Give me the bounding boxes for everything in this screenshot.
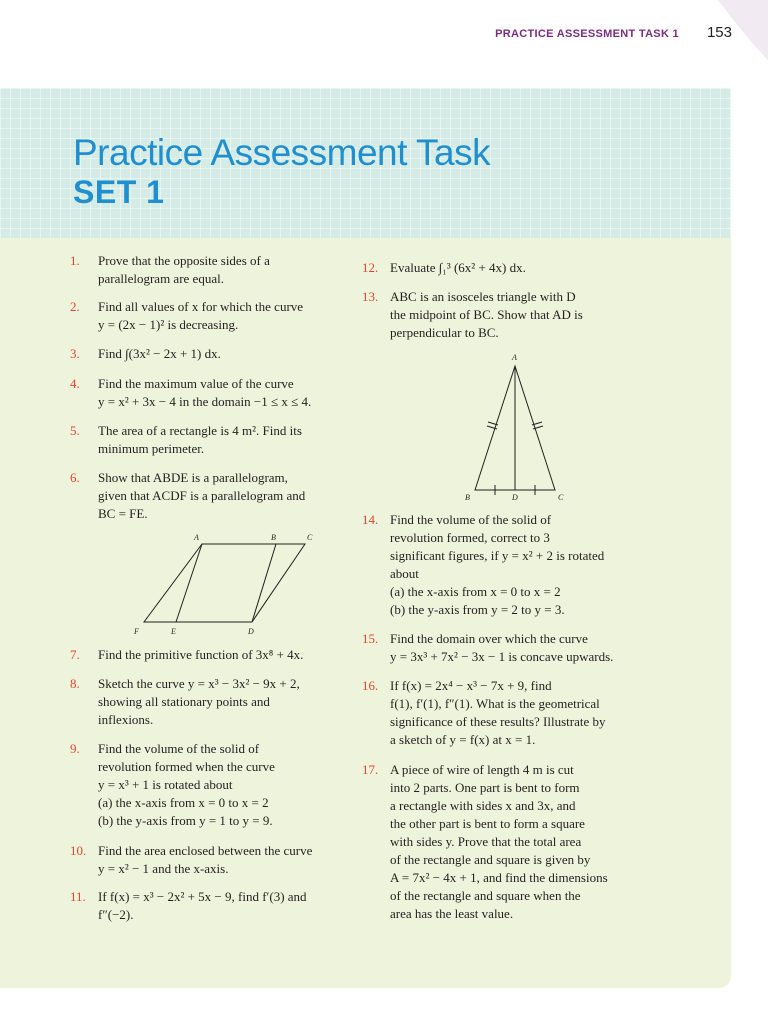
question-line: Find the maximum value of the curve <box>98 376 294 391</box>
question-line: revolution formed when the curve <box>98 759 275 774</box>
question-number: 6. <box>70 470 80 485</box>
question-line: The area of a rectangle is 4 m². Find its <box>98 423 302 438</box>
question-line: inflexions. <box>98 712 154 727</box>
question-number: 10. <box>70 843 87 858</box>
question-line: Prove that the opposite sides of a <box>98 253 270 268</box>
label-a: A <box>194 533 199 542</box>
question-line: A piece of wire of length 4 m is cut <box>390 762 574 777</box>
question-number: 9. <box>70 741 80 756</box>
question-number: 13. <box>362 289 379 304</box>
question-8 <box>70 675 355 729</box>
question-13 <box>362 288 652 342</box>
question-line: the other part is bent to form a square <box>390 816 585 831</box>
question-line: significance of these results? Illustrate by <box>390 714 606 729</box>
question-line: (b) the y-axis from y = 1 to y = 9. <box>98 813 273 828</box>
question-14 <box>362 511 652 619</box>
corner-swoosh-decoration <box>688 0 768 90</box>
question-line: minimum perimeter. <box>98 441 205 456</box>
label-b: B <box>271 533 276 542</box>
question-number: 8. <box>70 676 80 691</box>
question-line: If f(x) = x³ − 2x² + 5x − 9, find f′(3) and <box>98 889 307 904</box>
question-line: Find the volume of the solid of <box>98 741 260 756</box>
question-number: 14. <box>362 512 379 527</box>
question-number: 3. <box>70 346 80 361</box>
question-line: f(1), f′(1), f″(1). What is the geometrical <box>390 696 600 711</box>
line-bd <box>252 544 276 622</box>
question-line: y = 3x³ + 7x² − 3x − 1 is concave upwards. <box>390 649 614 664</box>
running-title: PRACTICE ASSESSMENT TASK 1 <box>495 28 679 40</box>
question-line: of the rectangle and square is given by <box>390 852 591 867</box>
question-line: parallelogram are equal. <box>98 271 224 286</box>
label-d: D <box>248 627 254 636</box>
page-title: Practice Assessment Task <box>73 132 491 173</box>
question-line: y = x³ + 1 is rotated about <box>98 777 233 792</box>
question-line: Sketch the curve y = x³ − 3x² − 9x + 2, <box>98 676 300 691</box>
question-15 <box>362 630 652 666</box>
question-number: 5. <box>70 423 80 438</box>
label-f: F <box>134 627 139 636</box>
question-number: 15. <box>362 631 379 646</box>
label-d: D <box>512 493 518 502</box>
question-4 <box>70 375 355 411</box>
question-9 <box>70 740 355 830</box>
label-b: B <box>465 493 470 502</box>
question-line: Find the volume of the solid of <box>390 512 552 527</box>
question-16 <box>362 677 652 749</box>
running-header <box>495 24 732 41</box>
question-line: BC = FE. <box>98 506 148 521</box>
question-12 <box>362 259 652 277</box>
question-line: perpendicular to BC. <box>390 325 499 340</box>
question-line: f″(−2). <box>98 907 134 922</box>
question-line: a sketch of y = f(x) at x = 1. <box>390 732 536 747</box>
question-line: Find the primitive function of 3x⁸ + 4x. <box>98 647 304 662</box>
question-line: area has the least value. <box>390 906 514 921</box>
question-number: 16. <box>362 678 379 693</box>
question-line: (a) the x-axis from x = 0 to x = 2 <box>98 795 269 810</box>
question-line: (b) the y-axis from y = 2 to y = 3. <box>390 602 565 617</box>
line-ae <box>176 544 202 622</box>
question-17 <box>362 761 652 923</box>
question-1 <box>70 252 355 288</box>
question-line: revolution formed, correct to 3 <box>390 530 550 545</box>
question-number: 12. <box>362 260 379 275</box>
question-line: a rectangle with sides x and 3x, and <box>390 798 576 813</box>
question-line: y = x² + 3x − 4 in the domain −1 ≤ x ≤ 4. <box>98 394 312 409</box>
question-7 <box>70 646 355 664</box>
question-2 <box>70 298 355 334</box>
question-number: 11. <box>70 889 86 904</box>
label-c: C <box>558 493 564 502</box>
question-line: (a) the x-axis from x = 0 to x = 2 <box>390 584 561 599</box>
question-line: Evaluate ∫₁³ (6x² + 4x) dx. <box>390 260 526 275</box>
question-line: y = x² − 1 and the x-axis. <box>98 861 229 876</box>
label-a: A <box>512 353 517 362</box>
label-c: C <box>307 533 313 542</box>
question-line: given that ACDF is a parallelogram and <box>98 488 306 503</box>
question-line: y = (2x − 1)² is decreasing. <box>98 317 239 332</box>
question-number: 17. <box>362 762 379 777</box>
question-3 <box>70 345 355 363</box>
question-10 <box>70 842 355 878</box>
parallelogram-acdf <box>144 544 305 622</box>
question-line: Find the area enclosed between the curve <box>98 843 313 858</box>
question-line: A = 7x² − 4x + 1, and find the dimensions <box>390 870 608 885</box>
parallelogram-figure <box>130 530 320 640</box>
question-number: 1. <box>70 253 80 268</box>
question-line: ABC is an isosceles triangle with D <box>390 289 576 304</box>
question-5 <box>70 422 355 458</box>
question-line: into 2 parts. One part is bent to form <box>390 780 580 795</box>
question-line: If f(x) = 2x⁴ − x³ − 7x + 9, find <box>390 678 552 693</box>
question-line: the midpoint of BC. Show that AD is <box>390 307 583 322</box>
question-line: Find ∫(3x² − 2x + 1) dx. <box>98 346 221 361</box>
question-6 <box>70 469 355 523</box>
question-line: showing all stationary points and <box>98 694 270 709</box>
question-line: Find all values of x for which the curve <box>98 299 304 314</box>
isosceles-triangle-figure <box>455 350 575 505</box>
question-line: of the rectangle and square when the <box>390 888 581 903</box>
label-e: E <box>171 627 176 636</box>
question-line: Find the domain over which the curve <box>390 631 588 646</box>
question-line: significant figures, if y = x² + 2 is rotated <box>390 548 605 563</box>
page-number: 153 <box>706 24 732 41</box>
question-number: 4. <box>70 376 80 391</box>
question-11 <box>70 888 355 924</box>
question-line: Show that ABDE is a parallelogram, <box>98 470 288 485</box>
question-line: about <box>390 566 419 581</box>
question-line: with sides y. Prove that the total area <box>390 834 582 849</box>
question-number: 7. <box>70 647 80 662</box>
question-number: 2. <box>70 299 80 314</box>
set-title: SET 1 <box>73 174 165 210</box>
